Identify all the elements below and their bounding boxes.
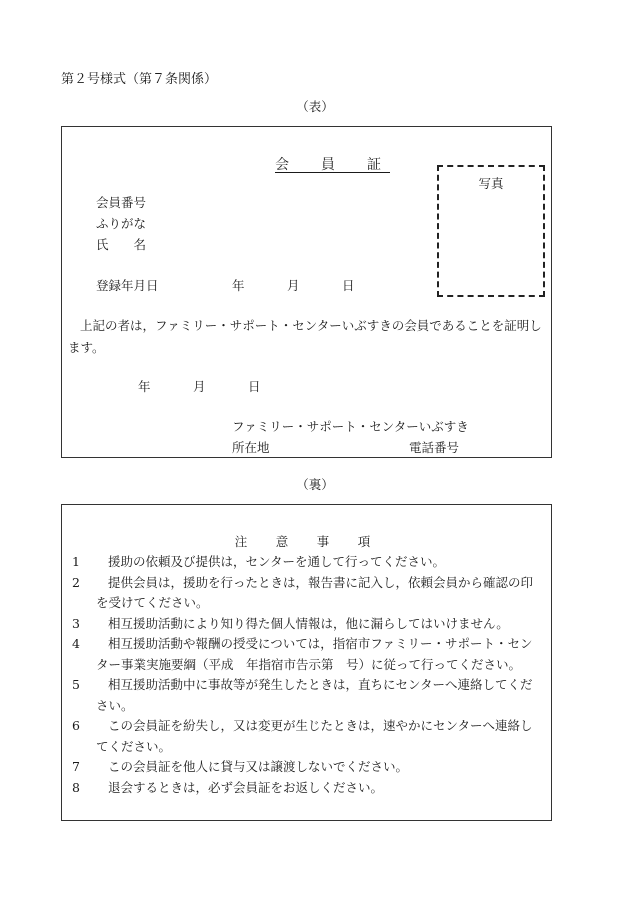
note-item (72, 614, 544, 635)
note-number: 6 (72, 718, 80, 733)
form-title: 第２号様式（第７条関係） (61, 72, 218, 87)
issue-year-label: 年 (138, 379, 151, 394)
back-side-label: （裏） (296, 477, 334, 492)
note-text: 相互援助活動や報酬の授受については，指宿市ファミリー・サポート・センター事業実施要綱（平成 年指宿市告示第 号）に従って行ってください。 (96, 636, 533, 672)
note-text: 相互援助活動中に事故等が発生したときは，直ちにセンターへ連絡してください。 (96, 677, 533, 713)
note-item (72, 778, 544, 799)
note-item (72, 675, 544, 716)
note-number: 1 (72, 554, 80, 569)
member-number-label: 会員番号 (96, 195, 147, 210)
note-item (72, 634, 544, 675)
certification-text: 上記の者は，ファミリー・サポート・センターいぶすきの会員であることを証明します。 (68, 318, 542, 355)
note-item (72, 573, 544, 614)
note-item (72, 716, 544, 757)
note-text: 退会するときは，必ず会員証をお返しください。 (108, 779, 384, 795)
note-number: 4 (72, 636, 80, 651)
note-item (72, 757, 544, 778)
note-text: 相互援助活動により知り得た個人情報は，他に漏らしてはいけません。 (108, 615, 509, 631)
note-text: 提供会員は，援助を行ったときは，報告書に記入し，依頼会員から確認の印を受けてください。 (96, 574, 534, 610)
phone-label: 電話番号 (409, 440, 460, 455)
note-text: この会員証を他人に貸与又は譲渡しないでください。 (108, 759, 409, 774)
note-text: この会員証を紛失し，又は変更が生じたときは，速やかにセンターへ連絡してください。 (96, 718, 533, 754)
membership-card-back (61, 504, 552, 821)
notes-title: 注 意 事 項 (234, 534, 379, 549)
photo-label: 写真 (478, 176, 504, 191)
notes-list (72, 552, 544, 798)
note-number: 2 (72, 574, 80, 590)
address-label: 所在地 (232, 440, 270, 455)
issue-day-label: 日 (248, 379, 261, 394)
issue-month-label: 月 (193, 379, 206, 394)
card-title: 会 員 証 (275, 157, 390, 173)
name-label: 氏 名 (96, 237, 147, 252)
note-item (72, 552, 544, 573)
registration-date-label: 登録年月日 (96, 278, 159, 293)
registration-year-label: 年 (232, 278, 245, 293)
note-number: 3 (72, 615, 80, 631)
registration-day-label: 日 (342, 278, 355, 293)
front-side-label: （表） (296, 99, 334, 114)
note-text: 援助の依頼及び提供は，センターを通して行ってください。 (108, 554, 446, 569)
photo-placeholder (437, 165, 545, 297)
note-number: 5 (72, 677, 80, 692)
center-name: ファミリー・サポート・センターいぶすき (232, 419, 469, 434)
note-number: 8 (72, 779, 80, 795)
furigana-label: ふりがな (96, 216, 147, 231)
note-number: 7 (72, 759, 80, 774)
registration-month-label: 月 (287, 278, 300, 293)
membership-card-front (61, 126, 552, 458)
